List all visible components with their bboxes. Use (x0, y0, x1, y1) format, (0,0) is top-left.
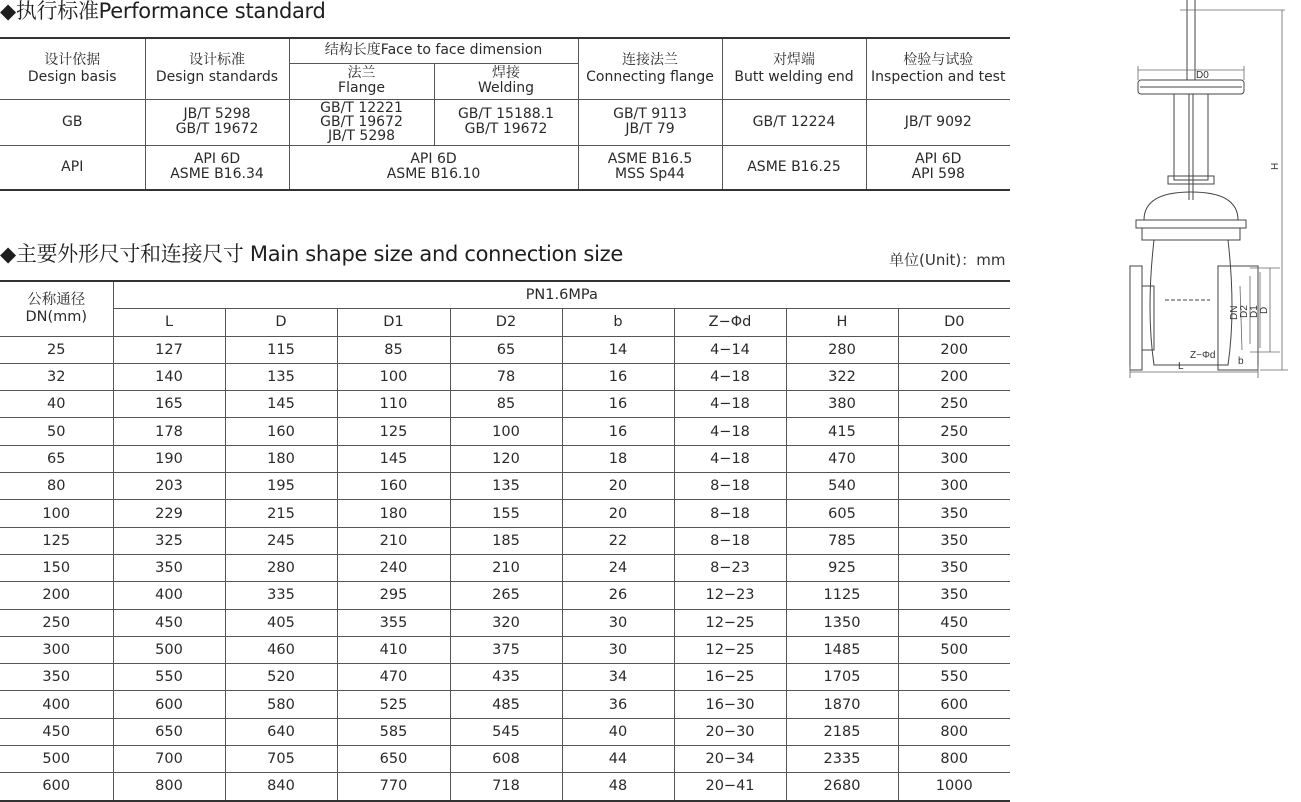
table-cell: 335 (225, 582, 337, 609)
header-flange: 法兰 Flange (289, 63, 434, 99)
table-cell: 200 (898, 336, 1010, 363)
table-cell: 925 (786, 554, 898, 581)
cell-standards: API 6D ASME B16.34 (145, 145, 289, 190)
table-cell: 355 (337, 609, 450, 636)
table-cell: 250 (0, 609, 113, 636)
table-row (0, 746, 1010, 773)
header-connecting-flange: 连接法兰 Connecting flange (578, 38, 722, 99)
table-cell: 650 (113, 718, 225, 745)
table-cell: 350 (0, 664, 113, 691)
header-h: H (786, 309, 898, 336)
table-cell: 14 (562, 336, 674, 363)
table-cell: 300 (0, 636, 113, 663)
header-b: b (562, 309, 674, 336)
header-d2: D2 (450, 309, 562, 336)
cell-connecting-flange: ASME B16.5 MSS Sp44 (578, 145, 722, 190)
table-cell: 450 (0, 718, 113, 745)
table-cell: 34 (562, 664, 674, 691)
table-cell: 44 (562, 746, 674, 773)
table-cell: 800 (898, 718, 1010, 745)
table-row (0, 718, 1010, 745)
table-cell: 8−18 (674, 527, 786, 554)
table-cell: 16−25 (674, 664, 786, 691)
header-d: D (225, 309, 337, 336)
table-cell: 178 (113, 418, 225, 445)
dimensions-table (0, 280, 1010, 802)
table-cell: 65 (450, 336, 562, 363)
table-cell: 600 (113, 691, 225, 718)
table-cell: 1485 (786, 636, 898, 663)
table-cell: 405 (225, 609, 337, 636)
table-cell: 2335 (786, 746, 898, 773)
table-cell: 2680 (786, 773, 898, 801)
table-cell: 2185 (786, 718, 898, 745)
table-cell: 120 (450, 445, 562, 472)
table-cell: 229 (113, 500, 225, 527)
table-cell: 16 (562, 418, 674, 445)
table-cell: 608 (450, 746, 562, 773)
table-cell: 100 (337, 363, 450, 390)
label-d0: D0 (1196, 70, 1209, 81)
table-cell: 435 (450, 664, 562, 691)
table-row (0, 582, 1010, 609)
table-cell: 26 (562, 582, 674, 609)
table-cell: 400 (0, 691, 113, 718)
table-cell: 140 (113, 363, 225, 390)
table-cell: 40 (562, 718, 674, 745)
table-row (0, 336, 1010, 363)
table-cell: 265 (450, 582, 562, 609)
table-cell: 1000 (898, 773, 1010, 801)
label-d: D (1259, 306, 1270, 314)
table-cell: 24 (562, 554, 674, 581)
table-cell: 200 (0, 582, 113, 609)
table-cell: 16 (562, 363, 674, 390)
table-cell: 100 (450, 418, 562, 445)
table-cell: 165 (113, 391, 225, 418)
cell-butt-welding: GB/T 12224 (722, 99, 866, 145)
label-z-phid: Z−Φd (1190, 350, 1216, 361)
header-design-standards: 设计标准 Design standards (145, 38, 289, 99)
cell-flange: GB/T 12221 GB/T 19672 JB/T 5298 (289, 99, 434, 145)
table-row (0, 664, 1010, 691)
performance-standard-table (0, 37, 1010, 191)
table-cell: 20 (562, 500, 674, 527)
table-cell: 280 (225, 554, 337, 581)
cell-welding: GB/T 15188.1 GB/T 19672 (434, 99, 578, 145)
header-d0: D0 (898, 309, 1010, 336)
table-cell: 160 (337, 473, 450, 500)
table-cell: 375 (450, 636, 562, 663)
table-row (0, 691, 1010, 718)
table-cell: 30 (562, 636, 674, 663)
table-cell: 22 (562, 527, 674, 554)
table-cell: 65 (0, 445, 113, 472)
label-d1: D1 (1249, 305, 1260, 318)
table-row (0, 418, 1010, 445)
table-cell: 485 (450, 691, 562, 718)
table-cell: 700 (113, 746, 225, 773)
table-cell: 350 (898, 500, 1010, 527)
table-cell: 240 (337, 554, 450, 581)
table-cell: 1705 (786, 664, 898, 691)
table-cell: 300 (898, 473, 1010, 500)
table-cell: 18 (562, 445, 674, 472)
header-pressure: PN1.6MPa (113, 281, 1010, 309)
cell-basis: API (0, 145, 145, 190)
table-cell: 48 (562, 773, 674, 801)
table-cell: 295 (337, 582, 450, 609)
table-cell: 210 (337, 527, 450, 554)
label-d2: D2 (1239, 305, 1250, 318)
table-cell: 20 (562, 473, 674, 500)
table-cell: 203 (113, 473, 225, 500)
table-row (0, 363, 1010, 390)
table-cell: 545 (450, 718, 562, 745)
table-cell: 705 (225, 746, 337, 773)
table-cell: 8−18 (674, 473, 786, 500)
table-cell: 800 (898, 746, 1010, 773)
unit-label: 单位(Unit)：mm (889, 251, 1006, 269)
table-cell: 350 (898, 582, 1010, 609)
table-cell: 12−23 (674, 582, 786, 609)
header-d1: D1 (337, 309, 450, 336)
table-cell: 520 (225, 664, 337, 691)
table-cell: 1870 (786, 691, 898, 718)
table-cell: 770 (337, 773, 450, 801)
table-cell: 415 (786, 418, 898, 445)
table-row (0, 609, 1010, 636)
table-cell: 78 (450, 363, 562, 390)
table-cell: 470 (786, 445, 898, 472)
table-cell: 550 (113, 664, 225, 691)
table-cell: 410 (337, 636, 450, 663)
table-cell: 380 (786, 391, 898, 418)
table-row (0, 445, 1010, 472)
header-design-basis: 设计依据 Design basis (0, 38, 145, 99)
header-inspection: 检验与试验 Inspection and test (866, 38, 1010, 99)
label-h: H (1270, 162, 1281, 170)
table-cell: 350 (898, 527, 1010, 554)
dimensions-heading: ◆主要外形尺寸和连接尺寸 Main shape size and connection size (0, 242, 623, 266)
table-row-api (0, 145, 1010, 190)
gate-valve-drawing (1110, 0, 1300, 385)
table-cell: 135 (225, 363, 337, 390)
table-cell: 300 (898, 445, 1010, 472)
table-cell: 320 (450, 609, 562, 636)
table-cell: 80 (0, 473, 113, 500)
table-cell: 550 (898, 664, 1010, 691)
table-cell: 115 (225, 336, 337, 363)
table-cell: 200 (898, 363, 1010, 390)
table-cell: 210 (450, 554, 562, 581)
table-row (0, 500, 1010, 527)
table-cell: 8−18 (674, 500, 786, 527)
table-row (0, 473, 1010, 500)
cell-standards: JB/T 5298 GB/T 19672 (145, 99, 289, 145)
table-cell: 215 (225, 500, 337, 527)
table-cell: 540 (786, 473, 898, 500)
table-cell: 110 (337, 391, 450, 418)
table-cell: 400 (113, 582, 225, 609)
table-cell: 20−34 (674, 746, 786, 773)
table-cell: 180 (225, 445, 337, 472)
table-cell: 145 (225, 391, 337, 418)
label-dn: DN (1229, 305, 1240, 320)
header-l: L (113, 309, 225, 336)
table-cell: 460 (225, 636, 337, 663)
performance-heading: ◆执行标准Performance standard (0, 0, 326, 23)
table-cell: 800 (113, 773, 225, 801)
cell-butt-welding: ASME B16.25 (722, 145, 866, 190)
table-cell: 4−14 (674, 336, 786, 363)
table-cell: 8−23 (674, 554, 786, 581)
table-cell: 718 (450, 773, 562, 801)
table-cell: 280 (786, 336, 898, 363)
table-cell: 12−25 (674, 636, 786, 663)
table-cell: 322 (786, 363, 898, 390)
table-row-gb (0, 99, 1010, 145)
table-cell: 16−30 (674, 691, 786, 718)
cell-connecting-flange: GB/T 9113 JB/T 79 (578, 99, 722, 145)
header-face-to-face: 结构长度Face to face dimension (289, 38, 578, 63)
table-cell: 1350 (786, 609, 898, 636)
header-z-phid: Z−Φd (674, 309, 786, 336)
table-cell: 20−41 (674, 773, 786, 801)
table-cell: 605 (786, 500, 898, 527)
table-cell: 250 (898, 391, 1010, 418)
label-l: L (1178, 361, 1184, 372)
table-cell: 4−18 (674, 445, 786, 472)
table-cell: 600 (898, 691, 1010, 718)
table-cell: 160 (225, 418, 337, 445)
table-cell: 350 (113, 554, 225, 581)
table-cell: 16 (562, 391, 674, 418)
table-cell: 30 (562, 609, 674, 636)
table-cell: 36 (562, 691, 674, 718)
table-cell: 450 (113, 609, 225, 636)
table-cell: 525 (337, 691, 450, 718)
table-cell: 40 (0, 391, 113, 418)
table-cell: 840 (225, 773, 337, 801)
table-cell: 127 (113, 336, 225, 363)
table-row (0, 773, 1010, 801)
table-cell: 32 (0, 363, 113, 390)
table-cell: 12−25 (674, 609, 786, 636)
table-cell: 500 (113, 636, 225, 663)
table-cell: 25 (0, 336, 113, 363)
table-row (0, 554, 1010, 581)
table-cell: 650 (337, 746, 450, 773)
table-cell: 250 (898, 418, 1010, 445)
table-cell: 470 (337, 664, 450, 691)
table-row (0, 636, 1010, 663)
table-cell: 125 (337, 418, 450, 445)
table-cell: 785 (786, 527, 898, 554)
table-cell: 150 (0, 554, 113, 581)
table-cell: 85 (450, 391, 562, 418)
table-cell: 185 (450, 527, 562, 554)
table-cell: 350 (898, 554, 1010, 581)
table-cell: 245 (225, 527, 337, 554)
table-cell: 20−30 (674, 718, 786, 745)
header-butt-welding-end: 对焊端 Butt welding end (722, 38, 866, 99)
table-cell: 4−18 (674, 418, 786, 445)
table-cell: 4−18 (674, 391, 786, 418)
table-cell: 585 (337, 718, 450, 745)
label-b: b (1238, 356, 1244, 367)
cell-inspection: JB/T 9092 (866, 99, 1010, 145)
table-cell: 135 (450, 473, 562, 500)
table-cell: 155 (450, 500, 562, 527)
table-cell: 50 (0, 418, 113, 445)
table-row (0, 527, 1010, 554)
header-welding: 焊接 Welding (434, 63, 578, 99)
cell-basis: GB (0, 99, 145, 145)
table-cell: 500 (0, 746, 113, 773)
table-cell: 600 (0, 773, 113, 801)
table-cell: 1125 (786, 582, 898, 609)
table-cell: 450 (898, 609, 1010, 636)
table-cell: 190 (113, 445, 225, 472)
table-cell: 325 (113, 527, 225, 554)
cell-inspection: API 6D API 598 (866, 145, 1010, 190)
table-cell: 640 (225, 718, 337, 745)
table-cell: 125 (0, 527, 113, 554)
table-cell: 180 (337, 500, 450, 527)
table-cell: 85 (337, 336, 450, 363)
table-cell: 4−18 (674, 363, 786, 390)
table-row (0, 391, 1010, 418)
cell-face-to-face: API 6D ASME B16.10 (289, 145, 578, 190)
table-cell: 580 (225, 691, 337, 718)
table-cell: 145 (337, 445, 450, 472)
table-cell: 100 (0, 500, 113, 527)
header-dn: 公称通径 DN(mm) (0, 281, 113, 336)
table-cell: 500 (898, 636, 1010, 663)
table-cell: 195 (225, 473, 337, 500)
